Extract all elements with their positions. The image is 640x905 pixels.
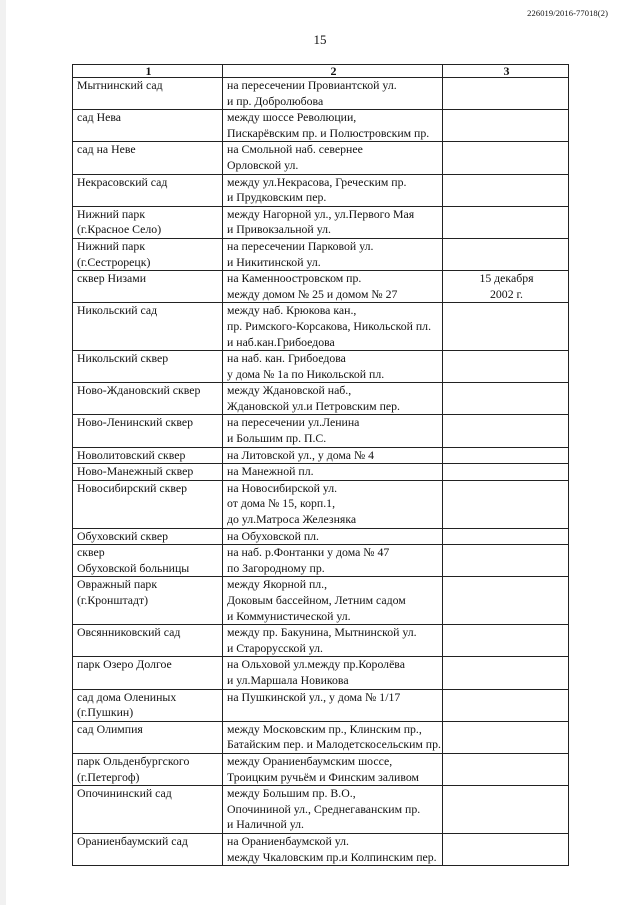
date-cell [443, 689, 569, 721]
location-line: и ул.Маршала Новикова [227, 672, 349, 687]
date-line: 2002 г. [490, 286, 523, 301]
location-cell [223, 528, 443, 545]
location-line: на наб. кан. Грибоедова [227, 351, 346, 366]
date-cell [443, 545, 569, 577]
date-cell [443, 271, 569, 303]
location-cell [223, 753, 443, 785]
park-name-line: Ораниенбаумский сад [77, 833, 188, 848]
table-row [73, 351, 569, 383]
location-line: Опочининой ул., Среднегаванским пр. [227, 801, 421, 816]
date-cell [443, 303, 569, 351]
location-line: и наб.кан.Грибоедова [227, 334, 335, 349]
park-name-line: сад на Неве [77, 142, 136, 157]
table-row [73, 464, 569, 481]
location-line: между Ждановской наб., [227, 383, 352, 398]
location-cell [223, 415, 443, 447]
park-name-cell [73, 271, 223, 303]
table-row [73, 78, 569, 110]
park-name-cell [73, 753, 223, 785]
park-name-line: (г.Пушкин) [77, 705, 134, 720]
date-cell [443, 447, 569, 464]
location-line: между Нагорной ул., ул.Первого Мая [227, 206, 415, 221]
location-cell [223, 577, 443, 625]
park-name-line: (г.Красное Село) [77, 222, 162, 237]
table-row [73, 447, 569, 464]
date-cell [443, 383, 569, 415]
date-cell [443, 833, 569, 865]
park-name-line: Мытнинский сад [77, 78, 163, 92]
registry-table [72, 64, 569, 866]
park-name-line: (г.Петергоф) [77, 769, 140, 784]
location-line: между Большим пр. В.О., [227, 786, 356, 801]
location-line: пр. Римского-Корсакова, Никольской пл. [227, 318, 432, 333]
table-row [73, 480, 569, 528]
location-cell [223, 480, 443, 528]
table-row [73, 721, 569, 753]
page-number: 15 [313, 32, 327, 47]
location-line: на Ольховой ул.между пр.Королёва [227, 657, 405, 672]
location-cell [223, 271, 443, 303]
location-line: между Ораниенбаумским шоссе, [227, 753, 393, 768]
location-line: на Обуховской пл. [227, 528, 319, 543]
date-cell [443, 480, 569, 528]
location-line: и Никитинской ул. [227, 254, 321, 269]
location-line: у дома № 1а по Никольской пл. [227, 366, 385, 381]
park-name-cell [73, 206, 223, 238]
park-name-line: Новолитовский сквер [77, 447, 186, 462]
park-name-line: Ново-Манежный сквер [77, 464, 194, 479]
date-cell [443, 721, 569, 753]
location-line: на пересечении Парковой ул. [227, 238, 374, 253]
table-row [73, 303, 569, 351]
location-cell [223, 464, 443, 481]
location-line: на пересечении ул.Ленина [227, 415, 360, 430]
location-line: Пискарёвским пр. и Полюстровским пр. [227, 125, 430, 140]
column-header-3: 3 [443, 65, 569, 78]
location-line: и Привокзальной ул. [227, 222, 331, 237]
date-cell [443, 786, 569, 834]
park-name-line: Нижний парк [77, 206, 146, 221]
location-cell [223, 689, 443, 721]
park-name-line: Некрасовский сад [77, 174, 168, 189]
location-line: между домом № 25 и домом № 27 [227, 286, 398, 301]
park-name-line: (г.Сестрорецк) [77, 254, 151, 269]
table-row [73, 786, 569, 834]
park-name-cell [73, 786, 223, 834]
park-name-cell [73, 447, 223, 464]
park-name-line: Овсянниковский сад [77, 625, 181, 640]
location-cell [223, 174, 443, 206]
table-row [73, 174, 569, 206]
park-name-line: сквер [77, 545, 105, 560]
table-row [73, 545, 569, 577]
park-name-line: сад дома Олениных [77, 689, 177, 704]
location-line: Троицким ручьём и Финским заливом [227, 769, 419, 784]
location-line: до ул.Матроса Железняка [227, 512, 357, 527]
date-cell [443, 528, 569, 545]
location-cell [223, 303, 443, 351]
park-name-line: Обуховский сквер [77, 528, 168, 543]
location-line: между наб. Крюкова кан., [227, 303, 357, 318]
location-line: и Прудковским пер. [227, 190, 327, 205]
location-line: на Ораниенбаумской ул. [227, 833, 349, 848]
column-header-2: 2 [223, 65, 443, 78]
location-line: на Пушкинской ул., у дома № 1/17 [227, 689, 401, 704]
scan-edge [0, 0, 6, 905]
location-line: Батайским пер. и Малодетскосельским пр. [227, 737, 441, 752]
location-line: между Якорной пл., [227, 577, 328, 592]
date-cell [443, 351, 569, 383]
park-name-cell [73, 110, 223, 142]
location-line: и Старорусской ул. [227, 640, 323, 655]
table-row [73, 238, 569, 270]
park-name-cell [73, 78, 223, 110]
location-line: на Манежной пл. [227, 464, 314, 479]
table-row [73, 528, 569, 545]
date-cell [443, 110, 569, 142]
location-line: между ул.Некрасова, Греческим пр. [227, 174, 407, 189]
date-cell [443, 142, 569, 174]
park-name-cell [73, 721, 223, 753]
location-cell [223, 78, 443, 110]
park-name-cell [73, 238, 223, 270]
location-line: по Загородному пр. [227, 560, 325, 575]
location-cell [223, 545, 443, 577]
location-line: на Каменноостровском пр. [227, 271, 362, 286]
location-line: Орловской ул. [227, 157, 299, 172]
location-line: на пересечении Провиантской ул. [227, 78, 397, 92]
registry-body [73, 78, 569, 866]
location-cell [223, 206, 443, 238]
date-cell [443, 174, 569, 206]
park-name-line: парк Озеро Долгое [77, 657, 172, 672]
park-name-line: сквер Низами [77, 271, 147, 286]
park-name-line: Никольский сквер [77, 351, 169, 366]
table-row [73, 753, 569, 785]
park-name-line: сад Олимпия [77, 721, 143, 736]
date-cell [443, 238, 569, 270]
park-name-cell [73, 174, 223, 206]
location-line: Доковым бассейном, Летним садом [227, 593, 406, 607]
document-number: 226019/2016-77018(2) [527, 8, 608, 18]
park-name-cell [73, 383, 223, 415]
park-name-line: (г.Кронштадт) [77, 593, 149, 607]
location-cell [223, 786, 443, 834]
park-name-line: Новосибирский сквер [77, 480, 188, 495]
park-name-cell [73, 480, 223, 528]
location-line: между шоссе Революции, [227, 110, 357, 125]
location-cell [223, 657, 443, 689]
table-header-row [73, 65, 569, 78]
table-row [73, 415, 569, 447]
location-line: между пр. Бакунина, Мытнинской ул. [227, 625, 417, 640]
date-cell [443, 657, 569, 689]
park-name-line: Ново-Ждановский сквер [77, 383, 201, 398]
location-line: и пр. Добролюбова [227, 93, 324, 108]
location-cell [223, 351, 443, 383]
location-line: на наб. р.Фонтанки у дома № 47 [227, 545, 390, 560]
location-cell [223, 721, 443, 753]
table-row [73, 833, 569, 865]
location-cell [223, 383, 443, 415]
table-row [73, 142, 569, 174]
park-name-line: сад Нева [77, 110, 121, 125]
location-cell [223, 833, 443, 865]
park-name-line: Ново-Ленинский сквер [77, 415, 193, 430]
date-cell [443, 625, 569, 657]
date-cell [443, 577, 569, 625]
park-name-cell [73, 415, 223, 447]
park-name-line: Нижний парк [77, 238, 146, 253]
table-row [73, 625, 569, 657]
table-row [73, 657, 569, 689]
location-line: на Новосибирской ул. [227, 480, 338, 495]
park-name-cell [73, 833, 223, 865]
location-line: между Московским пр., Клинским пр., [227, 721, 422, 736]
table-row [73, 271, 569, 303]
location-line: на Литовской ул., у дома № 4 [227, 447, 375, 462]
park-name-cell [73, 303, 223, 351]
park-name-cell [73, 142, 223, 174]
park-name-cell [73, 625, 223, 657]
park-name-cell [73, 689, 223, 721]
park-name-line: Обуховской больницы [77, 560, 190, 575]
park-name-line: Никольский сад [77, 303, 158, 318]
table-row [73, 577, 569, 625]
park-name-cell [73, 351, 223, 383]
park-name-cell [73, 577, 223, 625]
table-row [73, 383, 569, 415]
park-name-line: Опочининский сад [77, 786, 172, 801]
location-cell [223, 625, 443, 657]
table-row [73, 689, 569, 721]
location-cell [223, 238, 443, 270]
date-cell [443, 78, 569, 110]
date-cell [443, 206, 569, 238]
park-name-cell [73, 657, 223, 689]
park-name-line: Овражный парк [77, 577, 158, 592]
park-name-cell [73, 545, 223, 577]
location-line: на Смольной наб. севернее [227, 142, 363, 157]
date-line: 15 декабря [479, 271, 534, 286]
column-header-1: 1 [73, 65, 223, 78]
location-line: и Наличной ул. [227, 817, 304, 832]
date-cell [443, 415, 569, 447]
location-line: между Чкаловским пр.и Колпинским пер. [227, 849, 437, 864]
table-row [73, 110, 569, 142]
location-line: Ждановской ул.и Петровским пер. [227, 398, 400, 413]
location-cell [223, 142, 443, 174]
location-line: от дома № 15, корп.1, [227, 496, 336, 511]
table-row [73, 206, 569, 238]
date-cell [443, 464, 569, 481]
location-cell [223, 110, 443, 142]
park-name-cell [73, 528, 223, 545]
date-cell [443, 753, 569, 785]
location-line: и Коммунистической ул. [227, 608, 351, 623]
park-name-line: парк Ольденбургского [77, 753, 190, 768]
park-name-cell [73, 464, 223, 481]
location-cell [223, 447, 443, 464]
location-line: и Большим пр. П.С. [227, 431, 327, 446]
